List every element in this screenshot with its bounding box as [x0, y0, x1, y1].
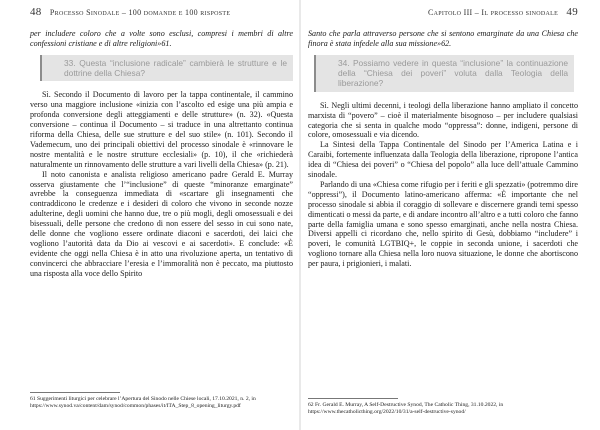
left-paragraph-1: Sì. Secondo il Documento di lavoro per la tappa continentale, il cammino verso una maggiore inclusione «inizia con l’ascolto ed esige una più ampia e profonda conversione degli atteggiamenti e delle strutture» (n. 32). «Questa conversione – continua il Documento – si traduce in una altrettanto continua riforma della Chiesa, delle sue strutture e del suo stile» (n. 101). Secondo il Vademecum, uno dei principali obiettivi del processo sinodale è «rinnovare le nostre mentalità e le nostre strutture ecclesiali» (p. 10), il che «richiederà naturalmente un rinnovamento delle strutture a vari livelli della Chiesa» (p. 21). [30, 90, 293, 169]
left-footnote-rule [30, 392, 120, 393]
left-running-header [30, 6, 230, 18]
right-page-number: 49 [566, 6, 578, 18]
right-page [300, 0, 600, 430]
right-page-body [308, 29, 578, 269]
left-page-number: 48 [30, 6, 42, 18]
right-paragraph-2: La Sintesi della Tappa Continentale del Sinodo per l’America Latina e i Caraibi, fortemente influenzata dalla Teologia della liberazione, ripropone l’antica idea di “Chiesa dei poveri” o “Chiesa del popolo” alla luce dell’attuale Cammino sinodale. [308, 140, 578, 180]
right-paragraph-continued: Santo che parla attraverso persone che si sentono emarginate da una Chiesa che finora è stata infedele alla sua missione»62. [308, 29, 578, 48]
left-header-title: Processo Sinodale – 100 domande e 100 risposte [49, 8, 231, 17]
footnote-61: 61 Suggerimenti liturgici per celebrare l’Apertura del Sinodo nelle Chiese locali, 17.10.2021, n. 2, in https://www.synod.va/content/dam/synod/common/phases/it/ITA_Step_8_opening_liturgy.pdf [30, 396, 256, 410]
right-header-title: Capitolo III – Il processo sinodale [428, 8, 559, 17]
question-box-33: 33. Questa “inclusione radicale” cambierà le strutture e le dottrine della Chiesa? [40, 55, 293, 82]
right-footnote-rule [308, 398, 398, 399]
left-page-body [30, 29, 293, 279]
right-running-header [428, 6, 578, 18]
question-box-34: 34. Possiamo vedere in questa “inclusione” la continuazione della “Chiesa dei poveri” voluta dalla Teologia della liberazione? [314, 55, 574, 92]
left-paragraph-2: Il noto canonista e analista religioso americano padre Gerald E. Murray osserva giustamente che l’“inclusione” di queste “minoranze emarginate” avrebbe la conseguenza immediata di «scartare gli insegnamenti che contraddicono le credenze e i desideri di coloro che vivono in seconde nozze adulterine, degli uomini che hanno due, tre o più mogli, degli omosessuali e dei bisessuali, delle persone che credono di non essere del sesso in cui sono nate, delle donne che vogliono essere ordinate diaconi e sacerdoti, dei laici che vogliono l’autorità data da Dio ai vescovi e ai sacerdoti». E conclude: «È evidente che oggi nella Chiesa è in atto una rivoluzione aperta, un tentativo di convincerci che abbracciare l’eresia e l’immoralità non è peccato, ma piuttosto una risposta alla voce dello Spirito [30, 169, 293, 278]
left-paragraph-continued: per includere coloro che a volte sono esclusi, compresi i membri di altre confessioni cristiane e di altre religioni»61. [30, 29, 293, 48]
footnote-62: 62 Fr. Gerald E. Murray, A Self-Destructive Synod, The Catholic Thing, 31.10.2022, in https://www.thecatholicthing.org/2022/10/31/a-self-destructive-synod/ [308, 402, 504, 416]
right-paragraph-1: Sì. Negli ultimi decenni, i teologi della liberazione hanno ampliato il concetto marxista di “povero” – cioè il materialmente bisognoso – per includere qualsiasi categoria che si senta in qualche modo “oppressa”: donne, indigeni, persone di colore, omosessuali e via dicendo. [308, 100, 578, 140]
right-paragraph-3: Parlando di una «Chiesa come rifugio per i feriti e gli spezzati» (potremmo dire “oppressi”), il Documento latino-americano afferma: «È importante che nel processo sinodale si abbia il coraggio di sollevare e discernere grandi temi spesso dimenticati o messi da parte, e di andare incontro all’altro e a tutti coloro che fanno parte della famiglia umana e sono spesso emarginati, anche nella nostra Chiesa. Diversi appelli ci ricordano che, nello spirito di Gesù, dobbiamo “includere” i poveri, le comunità LGTBIQ+, le coppie in seconda unione, i sacerdoti che vogliono tornare alla Chiesa nella loro nuova situazione, le donne che abortiscono per paura, i prigionieri, i malati. [308, 179, 578, 269]
